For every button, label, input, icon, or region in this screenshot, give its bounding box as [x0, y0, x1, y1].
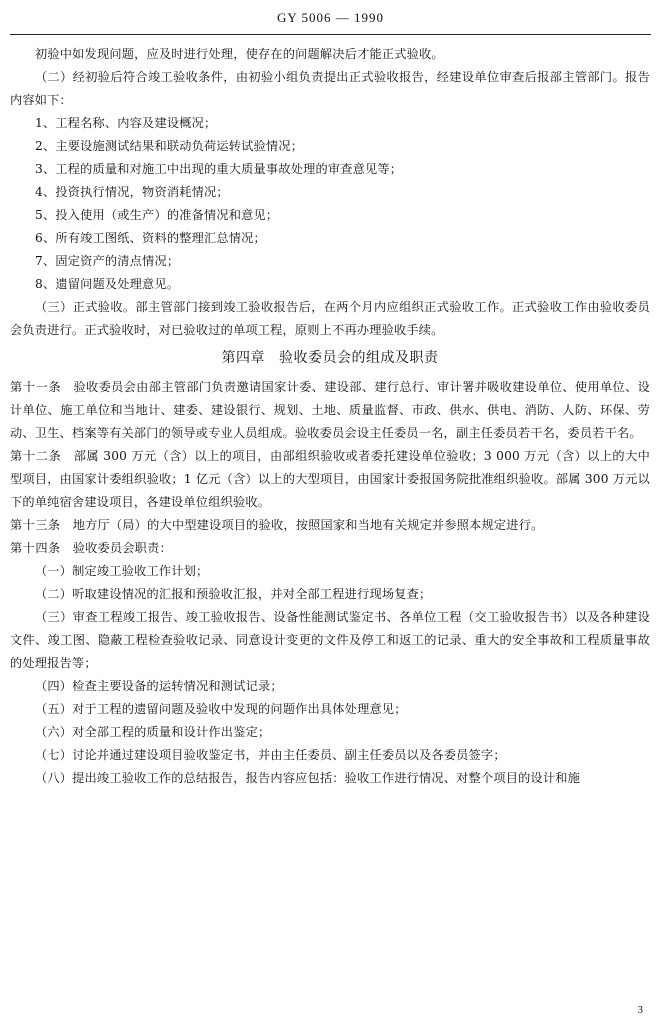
list-item: 5、投入使用（或生产）的准备情况和意见；	[35, 208, 279, 222]
list-item: 3、工程的质量和对施工中出现的重大质量事故处理的审查意见等；	[35, 162, 403, 176]
duty-item: （五）对于工程的遗留问题及验收中发现的问题作出具体处理意见；	[35, 702, 407, 716]
list-item: 1、工程名称、内容及建设概况；	[35, 116, 217, 130]
list-item: 6、所有竣工图纸、资料的整理汇总情况；	[35, 231, 266, 245]
article-text: 地方厅（局）的大中型建设项目的验收，按照国家和当地有关规定并参照本规定进行。	[72, 518, 544, 532]
duty-item: （二）听取建设情况的汇报和预验收汇报，并对全部工程进行现场复查；	[35, 587, 432, 601]
article-text: 验收委员会由部主管部门负责邀请国家计委、建设部、建行总行、审计署并吸收建设单位、使用单位、设计单位、施工单位和当地计、建委、建设银行、规划、土地、质量监督、市政、供水、供电、消防、人防、环保、劳动、卫生、档案等有关部门的领导或专业人员组成。验收委员会设主任委员一名，副主任委员若干名，委员若干名。	[10, 380, 650, 440]
list-item: 8、遗留问题及处理意见。	[35, 277, 180, 291]
article-14	[10, 537, 650, 560]
article-number: 第十四条	[10, 541, 61, 555]
page-body	[10, 43, 650, 790]
duty-item: （七）讨论并通过建设项目验收鉴定书，并由主任委员、副主任委员以及各委员签字；	[35, 748, 506, 762]
article-12	[10, 445, 650, 514]
paragraph-report-submission: （二）经初验后符合竣工验收条件，由初验小组负责提出正式验收报告，经建设单位审查后报部主管部门。报告内容如下：	[10, 70, 650, 107]
chapter-number: 第四章	[221, 350, 265, 366]
list-item: 7、固定资产的清点情况；	[35, 254, 180, 268]
paragraph-initial-inspection: 初验中如发现问题，应及时进行处理，使存在的问题解决后才能正式验收。	[35, 47, 444, 61]
duty-item: （三）审查工程竣工报告、竣工验收报告、设备性能测试鉴定书、各单位工程（交工验收报告书）以及各种建设文件、竣工图、隐蔽工程检查验收记录、同意设计变更的文件及停工和返工的记录、重大的安全事故和工程质量事故的处理报告等；	[10, 610, 650, 670]
duty-item: （一）制定竣工验收工作计划；	[35, 564, 209, 578]
header-divider	[10, 34, 651, 35]
article-text: 验收委员会职责：	[72, 541, 172, 555]
duty-item: （四）检查主要设备的运转情况和测试记录；	[35, 679, 283, 693]
article-13	[10, 514, 650, 537]
article-number: 第十二条	[10, 449, 62, 463]
paragraph-formal-acceptance: （三）正式验收。部主管部门接到竣工验收报告后，在两个月内应组织正式验收工作。正式验收工作由验收委员会负责进行。正式验收时，对已验收过的单项工程，原则上不再办理验收手续。	[10, 300, 650, 337]
article-text: 部属 300 万元（含）以上的项目，由部组织验收或者委托建设单位验收；3 000 万元（含）以上的大中型项目，由国家计委组织验收；1 亿元（含）以上的大型项目，由国家计委报国务院批准组织验收。部属 300 万元以下的单纯宿舍建设项目，各建设单位组织验收。	[10, 449, 651, 509]
article-number: 第十一条	[10, 380, 62, 394]
duty-item: （六）对全部工程的质量和设计作出鉴定；	[35, 725, 271, 739]
article-11	[10, 376, 650, 445]
chapter-heading	[10, 346, 650, 370]
chapter-title: 验收委员会的组成及职责	[279, 350, 439, 366]
page-number: 3	[637, 1004, 643, 1016]
list-item: 2、主要设施测试结果和联动负荷运转试验情况；	[35, 139, 304, 153]
duty-item: （八）提出竣工验收工作的总结报告，报告内容应包括：验收工作进行情况、对整个项目的设计和施	[35, 771, 581, 785]
article-number: 第十三条	[10, 518, 61, 532]
list-item: 4、投资执行情况，物资消耗情况；	[35, 185, 229, 199]
document-header-code: GY 5006 — 1990	[276, 10, 385, 25]
